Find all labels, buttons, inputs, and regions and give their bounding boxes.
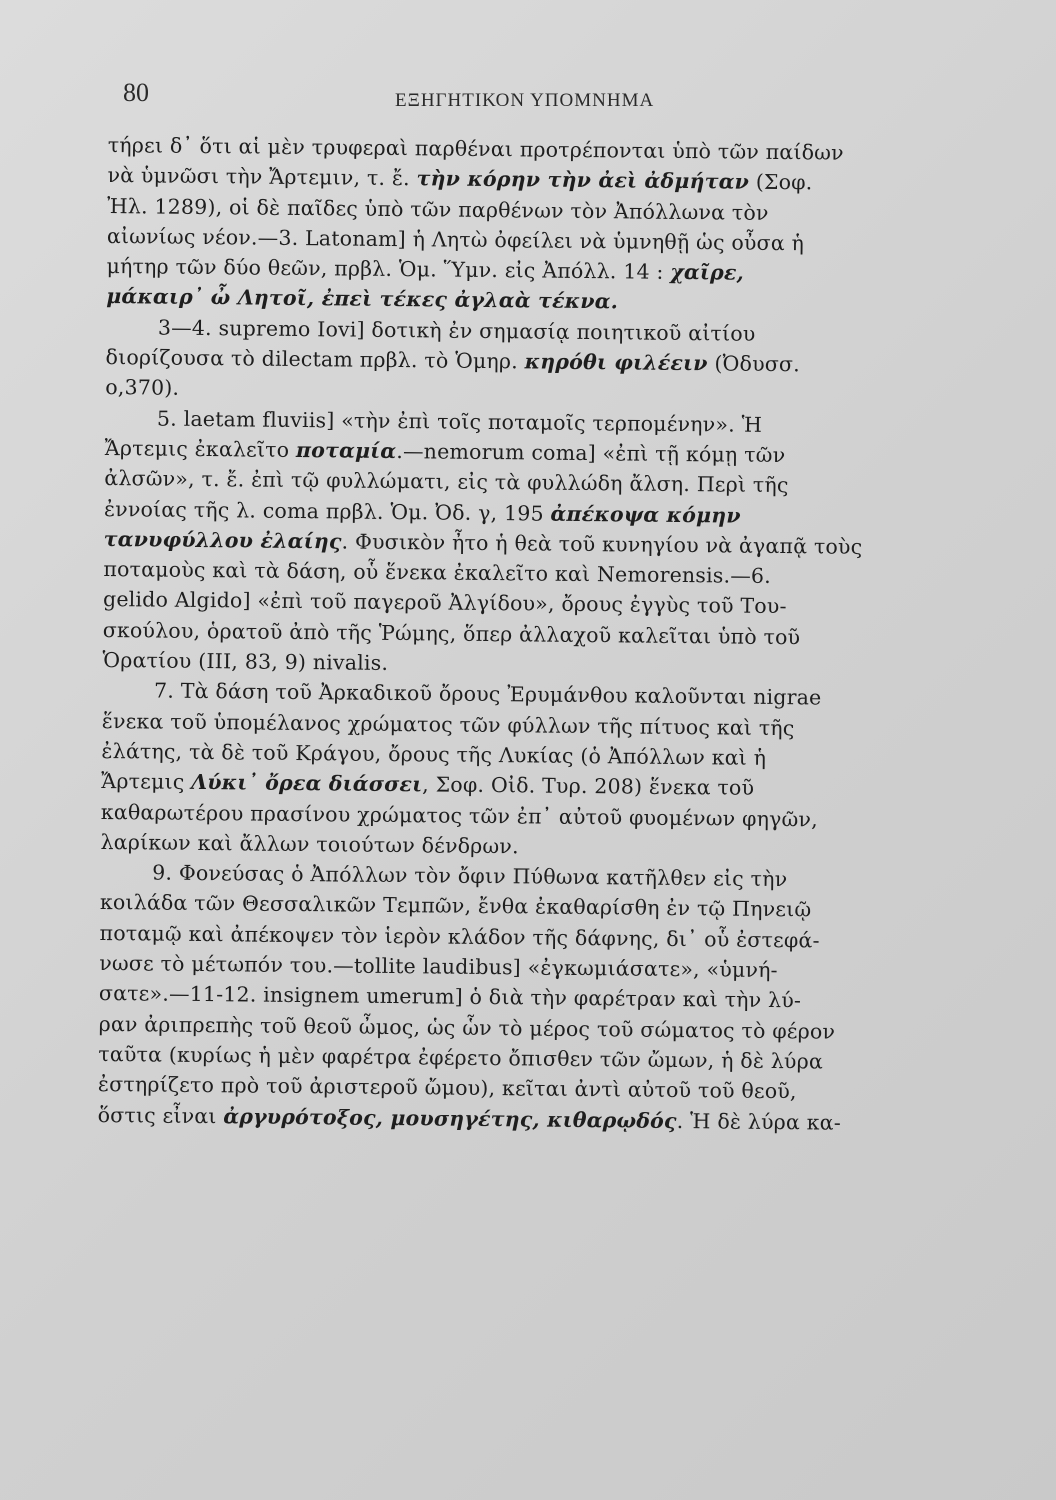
text-segment: , Σοφ. Οἰδ. Τυρ. 208) ἕνεκα τοῦ — [422, 772, 755, 801]
text-segment: 5. laetam fluviis] «τὴν ἐπὶ τοῖς ποταμοῖς τερπομένην». Ἡ — [156, 406, 763, 437]
emphasized-quote: τανυφύλλου ἐλαίης — [103, 526, 342, 554]
text-segment: ταῦτα (κυρίως ἡ μὲν φαρέτρα ἐφέρετο ὄπισθεν τῶν ὤμων, ἡ δὲ λύρα — [98, 1041, 824, 1074]
text-segment: αἰωνίως νέον.—3. Latonam] ἡ Λητὼ ὀφείλει νὰ ὑμνηθῇ ὡς οὖσα ἡ — [106, 223, 805, 256]
text-segment: νὰ ὑμνῶσι τὴν Ἄρτεμιν, τ. ἔ. — [107, 163, 417, 191]
running-title: ΕΞΗΓΗΤΙΚΟΝ ΥΠΟΜΝΗΜΑ — [395, 90, 655, 111]
emphasized-quote: Λύκι᾽ ὄρεα διάσσει — [191, 770, 423, 797]
text-segment: τήρει δ᾽ ὅτι αἱ μὲν τρυφεραὶ παρθέναι προτρέπονται ὑπὸ τῶν παίδων — [107, 132, 844, 165]
text-segment: καθαρωτέρου πρασίνου χρώματος τῶν ἐπ᾽ αὐτοῦ φυομένων φηγῶν, — [100, 799, 819, 832]
text-segment: Ἠλ. 1289), οἱ δὲ παῖδες ὑπὸ τῶν παρθένων τὸν Ἀπόλλωνα τὸν — [107, 193, 769, 225]
text-segment: κοιλάδα τῶν Θεσσαλικῶν Τεμπῶν, ἔνθα ἐκαθαρίσθη ἐν τῷ Πηνειῷ — [99, 890, 812, 922]
text-segment: ποταμοὺς καὶ τὰ δάση, οὗ ἕνεκα ἐκαλεῖτο καὶ Nemorensis.—6. — [103, 557, 772, 589]
text-segment: ἀλσῶν», τ. ἔ. ἐπὶ τῷ φυλλώματι, εἰς τὰ φυλλώδη ἄλση. Περὶ τῆς — [104, 466, 789, 498]
text-segment: ἐστηρίζετο πρὸ τοῦ ἀριστεροῦ ὤμου), κεῖται ἀντὶ αὐτοῦ τοῦ θεοῦ, — [97, 1072, 797, 1104]
emphasized-quote: ποταμία — [295, 437, 397, 464]
text-segment: Ἄρτεμις — [101, 769, 192, 795]
emphasized-quote: τὴν κόρην τὴν ἀεὶ ἀδμήταν — [416, 166, 750, 195]
emphasized-quote: ἀργυρότοξος, μουσηγέτης, κιθαρῳδός — [223, 1103, 677, 1133]
text-segment: ἐννοίας τῆς λ. coma πρβλ. Ὁμ. Ὀδ. γ, 195 — [103, 496, 551, 526]
text-segment: μήτηρ τῶν δύο θεῶν, πρβλ. Ὁμ. Ὕμν. εἰς Ἀπόλλ. 14 : — [106, 254, 671, 285]
text-segment: 3—4. supremo Iovi] δοτικὴ ἐν σημασίᾳ ποιητικοῦ αἰτίου — [157, 315, 756, 346]
text-segment: Ἄρτεμις ἐκαλεῖτο — [104, 435, 297, 462]
emphasized-quote: ἀπέκοψα κόμην — [550, 501, 741, 528]
text-segment: (Σοφ. — [748, 170, 813, 195]
text-segment: ἕνεκα τοῦ ὑπομέλανος χρώματος τῶν φύλλων τῆς πίτυος καὶ τῆς — [101, 708, 795, 740]
text-segment: σκούλου, ὁρατοῦ ἀπὸ τῆς Ῥώμης, ὅπερ ἀλλαχοῦ καλεῖται ὑπὸ τοῦ — [102, 617, 801, 650]
commentary-text — [98, 130, 988, 1139]
running-head — [0, 78, 1056, 118]
text-segment: .—nemorum coma] «ἐπὶ τῇ κόμῃ τῶν — [396, 439, 786, 468]
text-segment: gelido Algido] «ἐπὶ τοῦ παγεροῦ Ἀλγίδου», ὄρους ἐγγὺς τοῦ Του- — [102, 587, 787, 619]
text-segment: Ὁρατίου (III, 83, 9) nivalis. — [102, 648, 389, 676]
text-segment: ο,370). — [105, 375, 180, 401]
text-segment: λαρίκων καὶ ἄλλων τοιούτων δένδρων. — [100, 829, 519, 859]
text-segment: σατε».—11-12. insignem umerum] ὁ διὰ τὴν φαρέτραν καὶ τὴν λύ- — [98, 981, 802, 1013]
emphasized-quote: μάκαιρ᾽ ὦ Λητοῖ, ἐπεὶ τέκες ἀγλαὰ τέκνα. — [106, 284, 619, 314]
text-segment: 9. Φονεύσας ὁ Ἀπόλλων τὸν ὄφιν Πύθωνα κατῆλθεν εἰς τὴν — [152, 860, 788, 892]
text-segment: 7. Τὰ δάση τοῦ Ἀρκαδικοῦ ὄρους Ἐρυμάνθου καλοῦνται nigrae — [154, 678, 822, 710]
text-segment: νωσε τὸ μέτωπόν του.—tollite laudibus] «ἐγκωμιάσατε», «ὑμνή- — [99, 950, 778, 983]
text-segment: ραν ἀριπρεπὴς τοῦ θεοῦ ὦμος, ὡς ὧν τὸ μέρος τοῦ σώματος τὸ φέρον — [98, 1011, 836, 1044]
text-segment: . Φυσικὸν ἦτο ἡ θεὰ τοῦ κυνηγίου νὰ ἀγαπᾷ τοὺς — [341, 529, 863, 559]
text-segment: διορίζουσα τὸ dilectam πρβλ. τὸ Ὁμηρ. — [105, 345, 525, 374]
text-segment: ποταμῷ καὶ ἀπέκοψεν τὸν ἱερὸν κλάδον τῆς δάφνης, δι᾽ οὗ ἐστεφά- — [99, 920, 820, 953]
text-segment: ὅστις εἶναι — [97, 1102, 224, 1128]
text-segment: ἐλάτης, τὰ δὲ τοῦ Κράγου, ὄρους τῆς Λυκίας (ὁ Ἀπόλλων καὶ ἡ — [101, 738, 767, 770]
text-segment: (Ὀδυσσ. — [707, 351, 801, 377]
page-number: 80 — [123, 78, 149, 107]
emphasized-quote: κηρόθι φιλέειν — [524, 349, 708, 376]
text-segment: . Ἡ δὲ λύρα κα- — [676, 1108, 842, 1135]
emphasized-quote: χαῖρε, — [670, 260, 745, 285]
